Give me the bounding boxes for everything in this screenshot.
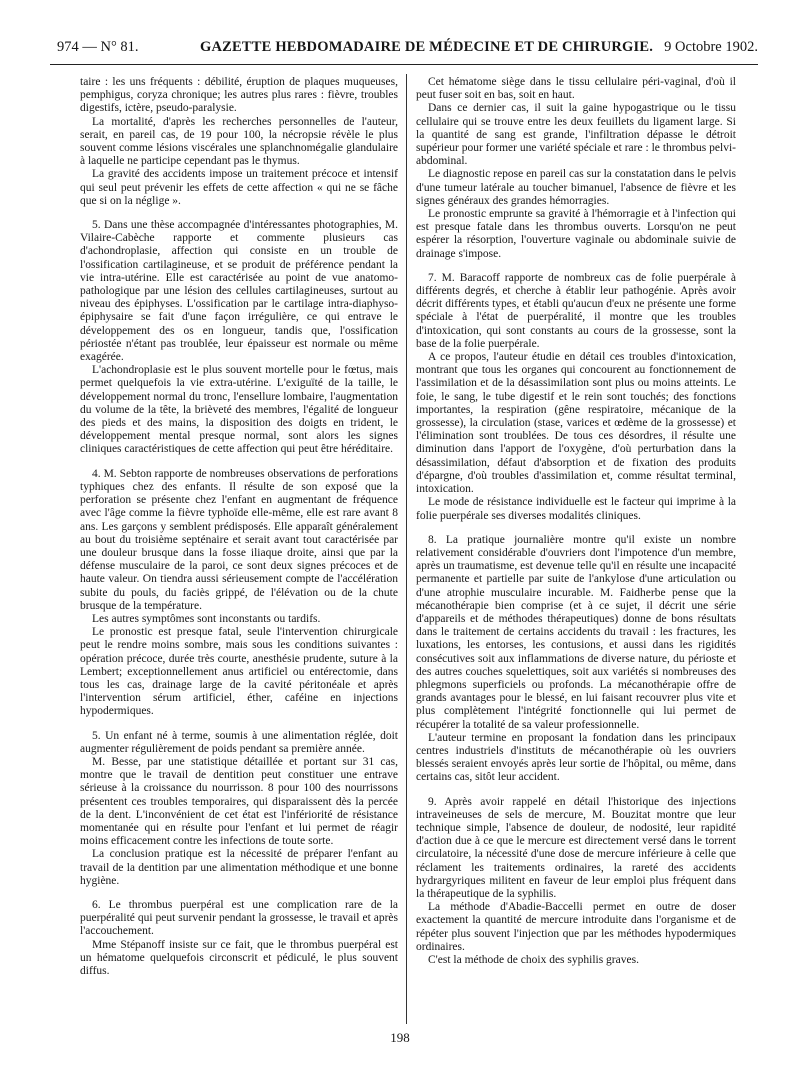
paragraph: Le pronostic emprunte sa gravité à l'hémorragie et à l'infection qui est presque fatale dans les thrombus ouverts. Lorsqu'on ne peut espérer la résorption, l'ouverture vaginale ou abdominale suivie de drainage s'impose. [416, 208, 736, 260]
paragraph: taire : les uns fréquents : débilité, éruption de plaques muqueuses, pemphigus, coryza chronique; les autres plus rares : fièvre, troubles digestifs, ictère, pseudo-paralysie. [80, 76, 398, 115]
paragraph: L'achondroplasie est le plus souvent mortelle pour le fœtus, mais permet quelquefois la vie extra-utérine. L'exiguïté de la taille, le développement normal du tronc, l'ensellure lombaire, l'augmentation du volume de la tête, la brièveté des membres, l'égalité de longueur des pieds et des mains, la disposition des doigts en trident, le développement mental presque normal, sont alors les signes cliniques caractéristiques de cette affection qui peut être héréditaire. [80, 364, 398, 456]
paragraph: 5. Un enfant né à terme, soumis à une alimentation réglée, doit augmenter régulièrement de poids pendant sa première année. [80, 729, 398, 755]
paragraph: Le pronostic est presque fatal, seule l'intervention chirurgicale peut le rendre moins sombre, mais sous les conditions suivantes : opération précoce, durée très courte, anesthésie prudente, suture à la Lembert; exceptionnellement anus artificiel ou entérectomie, dans tous les cas, drainage large de la cavité péritonéale et après l'intervention sérum artificiel, éther, caféine en injections hypodermiques. [80, 626, 398, 718]
paragraph: C'est la méthode de choix des syphilis graves. [428, 954, 639, 966]
paragraph: 5. Dans une thèse accompagnée d'intéressantes photographies, M. Vilaire-Cabèche rapporte et commente plusieurs cas d'achondroplasie, affection qui consiste en un trouble de l'ossification cartilagineuse, et se produit de préférence pendant la vie intra-utérine. Elle est caractérisée au point de vue anatomo-pathologique par une lésion des cellules cartilagineuses, surtout au niveau des épiphyses. L'ossification par le cartilage intra-diaphyso-épiphysaire se fait d'une façon irrégulière, ce qui entrave le développement des os en longueur, tandis que, l'ossification périostée n'étant pas troublée, leur épaisseur est normale ou même exagérée. [80, 219, 398, 364]
paragraph: Les autres symptômes sont inconstants ou tardifs. [92, 612, 321, 625]
paragraph: 9. Après avoir rappelé en détail l'historique des injections intraveineuses de sels de mercure, M. Bouzitat montre que leur technique simple, l'absence de douleur, de nodosité, leur rapidité d'action due à ce que le mercure est directement versé dans le torrent circulatoire, la nécessité d'une dose de mercure inférieure à celle que réclament les traitements ordinaires, la rareté des accidents hydrargyriques militent en faveur de leur emploi plus fréquent dans la thérapeutique de la syphilis. [416, 795, 736, 900]
paragraph: Le diagnostic repose en pareil cas sur la constatation dans le pelvis d'une tumeur latérale au toucher bimanuel, l'absence de fièvre et les signes généraux des grandes hémorragies. [416, 168, 736, 207]
folio-number: 198 [390, 1030, 410, 1045]
paragraph: Dans ce dernier cas, il suit la gaine hypogastrique ou le tissu cellulaire qui se trouve entre les deux feuillets du ligament large. Si la quantité de sang est grande, l'infiltration dépasse le détroit supérieur pour former une variété spéciale et rare : le thrombus pelvi-abdominal. [416, 102, 736, 168]
left-column [80, 76, 398, 1022]
paragraph: 8. La pratique journalière montre qu'il existe un nombre relativement considérable d'ouvriers dont l'impotence d'un membre, après un traumatisme, est devenue telle qu'il en résulte une incapacité permanente et partielle par suite de l'ankylose d'une articulation ou d'une atrophie musculaire incurable. M. Faidherbe pense que la mécanothérapie bien comprise (et à ce sujet, il décrit une série d'appareils et de méthodes thérapeutiques) donne de bons résultats dans le traitement de certains accidents du travail : les fractures, les luxations, les entorses, les contusions, et aussi dans les rigidités consécutives soit aux inflammations de diverse nature, du périoste et des autres couches squelettiques, soit aux variétés si nombreuses des phlegmons superficiels ou profonds. La mécanothérapie offre de grands avantages pour le blessé, en lui faisant recouvrer plus vite et plus complètement l'intégrité fonctionnelle qui lui permet de récupérer la totalité de sa valeur professionnelle. [416, 533, 736, 731]
paragraph: Mme Stépanoff insiste sur ce fait, que le thrombus puerpéral est un hématome quelquefois circonscrit et pédiculé, le plus souvent diffus. [80, 938, 398, 977]
column-divider [406, 74, 407, 1024]
paragraph: A ce propos, l'auteur étudie en détail ces troubles d'intoxication, montrant que tous les organes qui concourent au fonctionnement de l'assimilation et de la désassimilation sont plus ou moins atteints. Le foie, le sang, le tube digestif et le rein sont touchés; des fonctions importantes, la respiration (gêne respiratoire, mécanique de la grossesse), la circulation (stase, varices et œdème de la grossesse) et l'élimination sont troublées. De tous ces désordres, il résulte une diminution dans l'apport de l'oxygène, d'où perturbation dans la désassimilation, défaut d'absorption et de fixation des produits d'épargne, d'où troubles d'assimilation et, comme résultat terminal, intoxication. [416, 351, 736, 496]
page-number-issue: 974 — N° 81. [57, 39, 139, 55]
paragraph: Cet hématome siège dans le tissu cellulaire péri-vaginal, d'où il peut fuser soit en bas, soit en haut. [416, 76, 736, 102]
journal-title: GAZETTE HEBDOMADAIRE DE MÉDECINE ET DE CHIRURGIE. [200, 39, 654, 55]
paragraph: La gravité des accidents impose un traitement précoce et intensif qui seul peut prévenir les effets de cette affection « qui ne se fâche que si on la néglige ». [80, 168, 398, 207]
paragraph: 7. M. Baracoff rapporte de nombreux cas de folie puerpérale à différents degrés, et cherche à établir leur pathogénie. Après avoir décrit différents types, et établi qu'aucun d'eux ne présente une forme spéciale à l'état de puerpéralité, il montre que les troubles d'intoxication, qui sont constants au cours de la grossesse, sont la base de la folie puerpérale. [416, 271, 736, 350]
paragraph: La méthode d'Abadie-Baccelli permet en outre de doser exactement la quantité de mercure introduite dans l'organisme et de répéter plus souvent l'injection que par les méthodes hypodermiques ordinaires. [416, 901, 736, 953]
paragraph: La mortalité, d'après les recherches personnelles de l'auteur, serait, en pareil cas, de 19 pour 100, la nécropsie révèle le plus souvent comme lésions viscérales une splanchnomégalie glandulaire à laquelle ne participe cependant pas le thymus. [80, 115, 398, 168]
paragraph: 4. M. Sebton rapporte de nombreuses observations de perforations typhiques chez des enfants. Il résulte de son exposé que la perforation se présente chez l'enfant en augmentant de fréquence avec l'âge comme la fièvre typhoïde elle-même, elle est rare avant 8 ans. Les garçons y semblent prédisposés. Elle apparaît généralement au bout du troisième septénaire et serait avant tout caractérisée par une douleur brusque dans la fosse iliaque droite, ainsi que par la défense musculaire de la paroi, ce sont deux signes précoces et de haute valeur. On tiendra aussi sérieusement compte de l'accélération subite du pouls, du faciès grippé, de l'élévation ou de la chute brusque de la température. [80, 467, 398, 612]
running-header [50, 34, 758, 65]
paragraph: L'auteur termine en proposant la fondation dans les principaux centres industriels d'instituts de mécanothérapie où les ouvriers blessés seraient envoyés après leur sortie de l'hôpital, ou même, dans certains cas, sitôt leur accident. [416, 731, 736, 784]
paragraph: Le mode de résistance individuelle est le facteur qui imprime à la folie puerpérale ses diverses modalités cliniques. [416, 496, 736, 522]
paragraph: 6. Le thrombus puerpéral est une complication rare de la puerpéralité qui peut survenir pendant la grossesse, le travail et après l'accouchement. [80, 898, 398, 938]
paragraph: M. Besse, par une statistique détaillée et portant sur 31 cas, montre que le travail de dentition peut constituer une entrave sérieuse à la croissance du nourrisson. 8 pour 100 des nourrissons présentent ces troubles temporaires, qui disparaissent dès la percée de la dent. L'inconvénient de cet état est l'infériorité de résistance momentanée qui en résulte pour l'enfant et lui permet de réagir moins efficacement contre les infections de toute sorte. [80, 755, 398, 848]
right-column [416, 76, 736, 1022]
issue-date: 9 Octobre 1902. [664, 39, 758, 55]
paragraph: La conclusion pratique est la nécessité de préparer l'enfant au travail de la dentition par une alimentation méthodique et une bonne hygiène. [80, 848, 398, 887]
